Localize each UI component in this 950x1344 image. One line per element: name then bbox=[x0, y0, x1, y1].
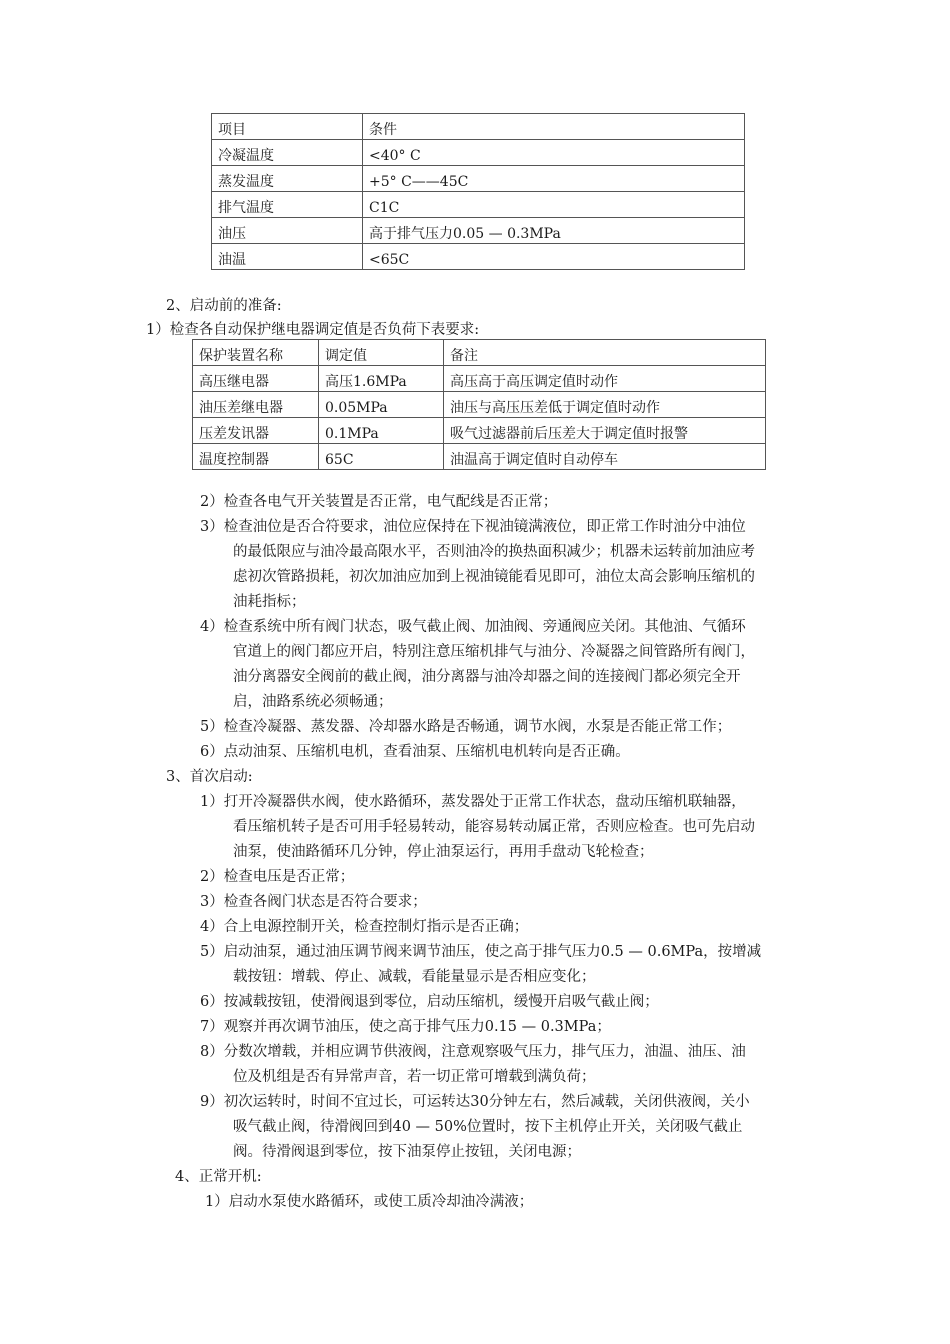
table-row bbox=[212, 166, 745, 192]
list-item-continuation: 油泵，使油路循环几分钟，停止油泵运行，再用手盘动飞轮检查； bbox=[233, 844, 654, 860]
table-cell: 高压1.6MPa bbox=[319, 366, 444, 392]
table-header-cell: 项目 bbox=[212, 114, 363, 140]
table-cell: 高于排气压力0.05 — 0.3MPa bbox=[363, 218, 745, 244]
table-cell: 蒸发温度 bbox=[212, 166, 363, 192]
table-header-row bbox=[193, 340, 766, 366]
section-3-title: 3、首次启动: bbox=[166, 769, 253, 785]
table-row bbox=[212, 140, 745, 166]
list-item-continuation: 虑初次管路损耗，初次加油应加到上视油镜能看见即可，油位太高会影响压缩机的 bbox=[233, 569, 755, 585]
table-row bbox=[193, 418, 766, 444]
list-item-continuation: 看压缩机转子是否可用手轻易转动，能容易转动属正常，否则应检查。也可先启动 bbox=[233, 819, 755, 835]
list-item-continuation: 吸气截止阀，待滑阀回到40 — 50%位置时，按下主机停止开关，关闭吸气截止 bbox=[233, 1119, 743, 1135]
list-item-continuation: 阀。待滑阀退到零位，按下油泵停止按钮，关闭电源； bbox=[233, 1144, 581, 1160]
list-item: 9）初次运转时，时间不宜过长，可运转达30分钟左右，然后减载，关闭供液阀，关小 bbox=[200, 1094, 750, 1110]
operating-conditions-table bbox=[211, 113, 745, 270]
section-2-item-1: 1）检查各自动保护继电器调定值是否负荷下表要求: bbox=[146, 322, 480, 338]
table-row bbox=[212, 244, 745, 270]
list-item: 3）检查各阀门状态是否符合要求； bbox=[200, 894, 427, 910]
list-item-continuation: 载按钮：增载、停止、减载，看能量显示是否相应变化； bbox=[233, 969, 596, 985]
table-row bbox=[193, 392, 766, 418]
table-cell: 油压与高压压差低于调定值时动作 bbox=[444, 392, 766, 418]
list-item: 4）检查系统中所有阀门状态，吸气截止阀、加油阀、旁通阀应关闭。其他油、气循环 bbox=[200, 619, 746, 635]
table-cell: 0.05MPa bbox=[319, 392, 444, 418]
table-cell: 油温高于调定值时自动停车 bbox=[444, 444, 766, 470]
list-item: 1）打开冷凝器供水阀，使水路循环，蒸发器处于正常工作状态，盘动压缩机联轴器， bbox=[200, 794, 746, 810]
table-cell: 排气温度 bbox=[212, 192, 363, 218]
table-header-cell: 保护装置名称 bbox=[193, 340, 319, 366]
table-cell: 油压差继电器 bbox=[193, 392, 319, 418]
table-row bbox=[212, 192, 745, 218]
list-item: 1）启动水泵使水路循环，或使工质冷却油冷满液； bbox=[205, 1194, 534, 1210]
table-cell: <40° C bbox=[363, 140, 745, 166]
table-cell: 冷凝温度 bbox=[212, 140, 363, 166]
table-cell: 高压继电器 bbox=[193, 366, 319, 392]
table-row bbox=[212, 218, 745, 244]
table-cell: C1C bbox=[363, 192, 745, 218]
table-header-cell: 条件 bbox=[363, 114, 745, 140]
table-header-cell: 调定值 bbox=[319, 340, 444, 366]
list-item-continuation: 官道上的阀门都应开启，特别注意压缩机排气与油分、冷凝器之间管路所有阀门， bbox=[233, 644, 755, 660]
list-item-continuation: 位及机组是否有异常声音，若一切正常可增载到满负荷； bbox=[233, 1069, 596, 1085]
table-cell: 0.1MPa bbox=[319, 418, 444, 444]
list-item-continuation: 的最低限应与油冷最高限水平，否则油冷的换热面积减少；机器未运转前加油应考 bbox=[233, 544, 755, 560]
protection-settings-table bbox=[192, 339, 766, 470]
table-row bbox=[193, 366, 766, 392]
table-cell: 吸气过滤器前后压差大于调定值时报警 bbox=[444, 418, 766, 444]
table-cell: 温度控制器 bbox=[193, 444, 319, 470]
list-item-continuation: 油耗指标； bbox=[233, 594, 306, 610]
list-item: 4）合上电源控制开关，检查控制灯指示是否正确； bbox=[200, 919, 529, 935]
table-cell: 油温 bbox=[212, 244, 363, 270]
table-header-cell: 备注 bbox=[444, 340, 766, 366]
list-item: 2）检查各电气开关装置是否正常，电气配线是否正常； bbox=[200, 494, 558, 510]
list-item: 6）按减载按钮，使滑阀退到零位，启动压缩机，缓慢开启吸气截止阀； bbox=[200, 994, 659, 1010]
list-item: 5）检查冷凝器、蒸发器、冷却器水路是否畅通，调节水阀，水泵是否能正常工作； bbox=[200, 719, 732, 735]
table-cell: 65C bbox=[319, 444, 444, 470]
table-cell: +5° C——45C bbox=[363, 166, 745, 192]
list-item: 8）分数次增载，并相应调节供液阀，注意观察吸气压力，排气压力，油温、油压、油 bbox=[200, 1044, 746, 1060]
table-cell: 压差发讯器 bbox=[193, 418, 319, 444]
table-cell: 高压高于高压调定值时动作 bbox=[444, 366, 766, 392]
list-item: 6）点动油泵、压缩机电机，查看油泵、压缩机电机转向是否正确。 bbox=[200, 744, 630, 760]
table-row bbox=[193, 444, 766, 470]
list-item: 7）观察并再次调节油压，使之高于排气压力0.15 — 0.3MPa； bbox=[200, 1019, 611, 1035]
list-item: 5）启动油泵，通过油压调节阀来调节油压，使之高于排气压力0.5 — 0.6MPa，按增减 bbox=[200, 944, 762, 960]
table-cell: <65C bbox=[363, 244, 745, 270]
section-4-title: 4、正常开机: bbox=[175, 1169, 262, 1185]
table-cell: 油压 bbox=[212, 218, 363, 244]
table-header-row bbox=[212, 114, 745, 140]
list-item: 3）检查油位是否合符要求，油位应保持在下视油镜满液位，即正常工作时油分中油位 bbox=[200, 519, 746, 535]
list-item-continuation: 油分离器安全阀前的截止阀，油分离器与油冷却器之间的连接阀门都必须完全开 bbox=[233, 669, 741, 685]
list-item: 2）检查电压是否正常； bbox=[200, 869, 355, 885]
section-2-title: 2、启动前的准备: bbox=[166, 298, 282, 314]
list-item-continuation: 启，油路系统必须畅通； bbox=[233, 694, 393, 710]
